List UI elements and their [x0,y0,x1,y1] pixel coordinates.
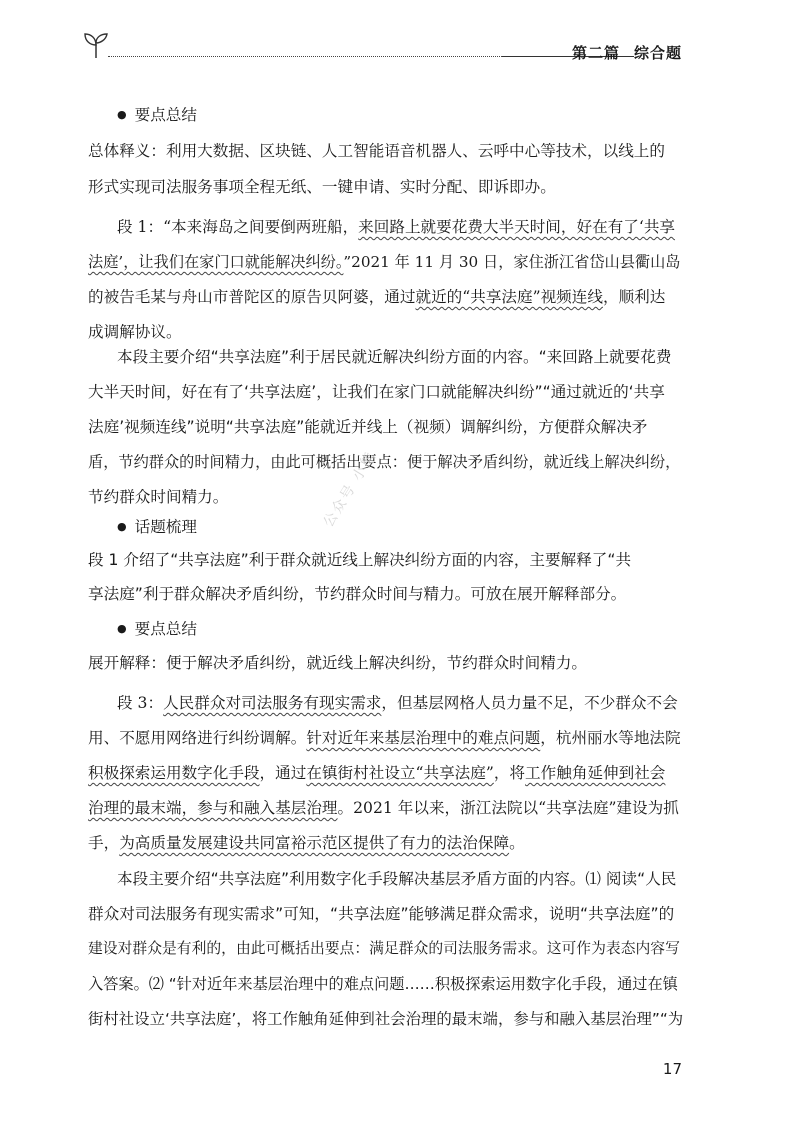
highlighted-text: 治理的最末端，参与和融入基层治理 [88,799,338,817]
text-span: ，通过 [259,764,307,782]
text-span: 段 1：“本来海岛之间要倒两班船， [117,218,359,236]
text-span: 手， [88,834,120,852]
text-line: 形式实现司法服务事项全程无纸、一键申请、实时分配、即诉即办。 [88,178,556,196]
highlighted-text: 积极探索运用数字化手段 [88,764,260,782]
paragraph-line [88,828,684,858]
text-line: 本段主要介绍“共享法庭”利用数字化手段解决基层矛盾方面的内容。⑴ 阅读“人民 [117,870,677,888]
header-section: 综合题 [633,44,682,62]
bullet-heading: ● 要点总结 [88,100,684,130]
highlighted-text: 人民群众对司法服务有现实需求 [163,694,382,712]
text-span: 用、不愿用网络进行纠纷调解。 [88,729,307,747]
text-span: ，顺利达 [602,288,666,306]
text-line: 总体释义：利用大数据、区块链、人工智能语音机器人、云呼中心等技术，以线上的 [88,142,665,160]
text-line: 享法庭”利于群众解决矛盾纠纷，节约群众时间与精力。可放在展开解释部分。 [88,585,627,603]
bullet-heading: ● 话题梳理 [88,512,684,542]
source-paragraph-3 [88,688,684,858]
analysis-paragraph-3 [88,864,684,1034]
text-line: 群众对司法服务有现实需求”可知，“共享法庭”能够满足群众需求，说明“共享法庭”的 [88,905,675,923]
summary-block-2 [88,614,684,678]
text-line: 法庭’视频连线”说明“共享法庭”能就近并线上（视频）调解纠纷，方便群众解决矛 [88,418,648,436]
paragraph-line: 成调解协议。 [88,323,182,341]
paragraph-line [88,688,684,718]
highlighted-text: 工作触角延伸到社会 [525,764,666,782]
text-line: 段 1 介绍了“共享法庭”利于群众就近线上解决纠纷方面的内容，主要解释了“共 [88,551,632,569]
sprout-icon [82,30,110,60]
highlighted-text: 在镇街村社设立“共享法庭” [306,764,494,782]
highlighted-text: 为高质量发展建设共同富裕示范区提供了有力的法治保障 [119,834,510,852]
text-span: 的被告毛某与舟山市普陀区的原告贝阿婆，通过 [88,288,416,306]
paragraph-line [88,723,684,753]
page-number: 17 [662,1060,682,1078]
paragraph-line [88,212,684,242]
text-line: 节约群众时间精力。 [88,488,229,506]
highlighted-text: 就近的“共享法庭”视频连线 [415,288,603,306]
paragraph-line [88,247,684,277]
analysis-paragraph-1 [88,342,684,512]
text-line: 展开解释：便于解决矛盾纠纷，就近线上解决纠纷，节约群众时间精力。 [88,654,588,672]
text-span: ”2021 年 11 月 30 日，家住浙江省岱山县衢山岛 [343,253,681,271]
text-span: ，将 [493,764,526,782]
topic-block [88,512,684,609]
watermark: 公众号 小熊 [320,448,380,531]
text-line: 本段主要介绍“共享法庭”利于居民就近解决纠纷方面的内容。“来回路上就要花费 [117,348,672,366]
paragraph-line [88,793,684,823]
text-span: ，但基层网格人员力量不足，不少群众不会 [381,694,678,712]
page-header [82,30,682,70]
highlighted-text: 来回路上就要花费大半天时间，好在有了‘共享 [358,218,676,236]
summary-block-1 [88,100,684,202]
paragraph-line [88,282,684,312]
text-span: ，杭州丽水等地法院 [540,729,681,747]
highlighted-text: 针对近年来基层治理中的难点问题 [306,729,541,747]
text-span: 。2021 年以来，浙江法院以“共享法庭”建设为抓 [337,799,679,817]
text-line: 建设对群众是有利的，由此可概括出要点：满足群众的司法服务需求。这可作为表态内容写 [88,940,680,957]
bullet-heading: ● 要点总结 [88,614,684,644]
source-paragraph-1 [88,212,684,347]
header-part: 第二篇 [571,44,620,62]
header-title [572,42,682,63]
paragraph-line [88,758,684,788]
highlighted-text: 法庭’，让我们在家门口就能解决纠纷。 [88,253,344,271]
text-span: 段 3： [117,694,164,712]
text-line: 大半天时间，好在有了‘共享法庭’，让我们在家门口就能解决纠纷”“通过就近的‘共享 [88,383,665,401]
text-span: 。 [509,834,525,852]
text-line: 入答案。⑵ “针对近年来基层治理中的难点问题……积极探索运用数字化手段，通过在镇 [88,975,678,993]
text-line: 街村社设立‘共享法庭’，将工作触角延伸到社会治理的最末端，参与和融入基层治理”“为 [88,1010,684,1028]
text-line: 盾，节约群众的时间精力，由此可概括出要点：便于解决矛盾纠纷，就近线上解决纠纷， [88,453,681,471]
